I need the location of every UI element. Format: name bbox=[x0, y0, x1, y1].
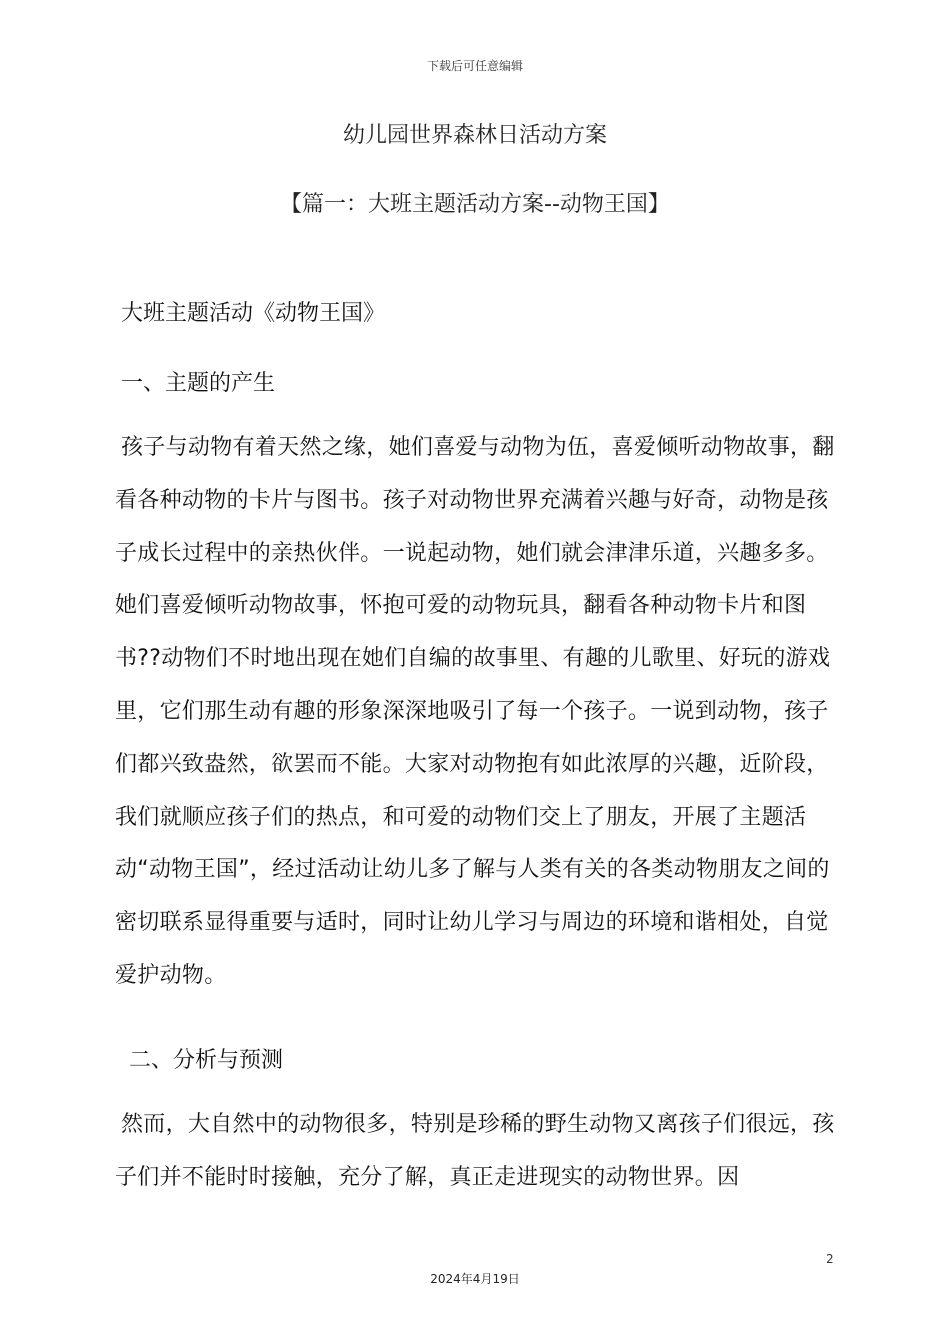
section-2-paragraph: 然而，大自然中的动物很多，特别是珍稀的野生动物又离孩子们很远，孩子们并不能时时接触，充分了解，真正走进现实的动物世界。因 bbox=[115, 1112, 835, 1190]
document-subtitle: 【篇一：大班主题活动方案--动物王国】 bbox=[280, 192, 670, 217]
document-title: 幼儿园世界森林日活动方案 bbox=[342, 123, 607, 148]
header-note: 下载后可任意编辑 bbox=[426, 59, 523, 73]
activity-heading: 大班主题活动《动物王国》 bbox=[121, 301, 386, 326]
section-2-heading: 二、分析与预测 bbox=[129, 1048, 284, 1073]
page-number: 2 bbox=[826, 1252, 834, 1266]
section-1-paragraph: 孩子与动物有着天然之缘，她们喜爱与动物为伍，喜爱倾听动物故事，翻看各种动物的卡片与图书。孩子对动物世界充满着兴趣与好奇，动物是孩子成长过程中的亲热伙伴。一说起动物，她们就会津津乐道，兴趣多多。她们喜爱倾听动物故事，怀抱可爱的动物玩具，翻看各种动物卡片和图书??动物们不时地出现在她们自编的故事里、有趣的儿歌里、好玩的游戏里，它们那生动有趣的形象深深地吸引了每一个孩子。一说到动物，孩子们都兴致盎然，欲罢而不能。大家对动物抱有如此浓厚的兴趣，近阶段，我们就顺应孩子们的热点，和可爱的动物们交上了朋友，开展了主题活动“动物王国”，经过活动让幼儿多了解与人类有关的各类动物朋友之间的密切联系显得重要与适时，同时让幼儿学习与周边的环境和谐相处，自觉爱护动物。 bbox=[115, 435, 835, 988]
section-1-heading: 一、主题的产生 bbox=[121, 371, 276, 396]
footer-date: 2024年4月19日 bbox=[430, 1272, 520, 1286]
